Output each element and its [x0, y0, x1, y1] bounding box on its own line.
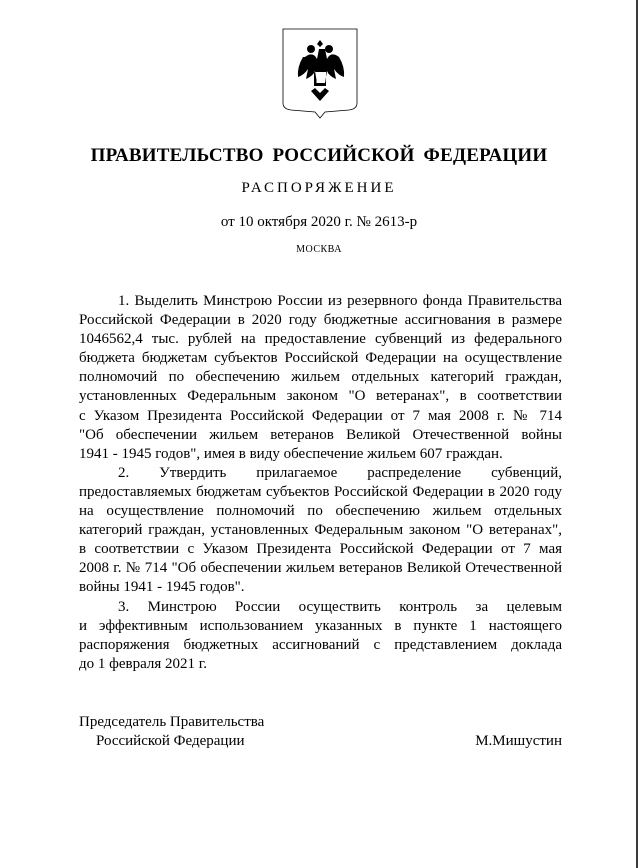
text-line: 2008 г. № 714 "Об обеспечении жильем ветеранов Великой Отечественной: [79, 560, 562, 577]
text-line: 1. Выделить Минстрою России из резервного фонда Правительства: [118, 293, 562, 309]
text-line: 1046562,4 тыс. рублей на предоставление субвенций из федерального: [79, 331, 562, 348]
text-line: предоставляемых бюджетам субъектов Российской Федерации в 2020 году: [79, 483, 562, 500]
text-line: установленных Федеральным законом "О ветеранах", в соответствии: [79, 388, 562, 405]
text-line: в соответствии с Указом Президента Российской Федерации от 7 мая: [79, 541, 562, 558]
text-line: до 1 февраля 2021 г.: [79, 655, 207, 672]
coat-of-arms-emblem: [281, 27, 359, 119]
date-and-number: от 10 октября 2020 г. № 2613-р: [220, 214, 418, 230]
text-line: полномочий по обеспечению жильем отдельных категорий граждан,: [79, 369, 562, 386]
text-line: 2. Утвердить прилагаемое распределение субвенций,: [118, 464, 562, 481]
signatory-position-line1: Председатель Правительства: [79, 714, 265, 730]
text-line: и эффективным использованием указанных в пункте 1 настоящего: [79, 617, 562, 634]
text-line: категорий граждан, установленных Федеральным законом "О ветеранах",: [79, 522, 562, 539]
text-line: "Об обеспечении жильем ветеранов Великой Отечественной войны: [79, 426, 562, 443]
text-line: на осуществление полномочий по обеспечению жильем отдельных: [79, 503, 562, 520]
issuer-title: ПРАВИТЕЛЬСТВО РОССИЙСКОЙ ФЕДЕРАЦИИ: [90, 145, 548, 166]
city: МОСКВА: [296, 244, 342, 255]
signatory-position-line2: Российской Федерации: [96, 733, 245, 749]
text-line: бюджета бюджетам субъектов Российской Федерации на осуществление: [79, 350, 562, 367]
text-line: Российской Федерации в 2020 году бюджетные ассигнования в размере: [79, 312, 562, 329]
text-line: 1941 - 1945 годов", имея в виду обеспечение жильем 607 граждан.: [79, 445, 503, 462]
signatory-name: М.Мишустин: [475, 733, 562, 749]
text-line: войны 1941 - 1945 годов".: [79, 579, 245, 596]
text-line: 3. Минстрою России осуществить контроль за целевым: [118, 598, 562, 615]
document-body: [79, 292, 562, 674]
document-type: РАСПОРЯЖЕНИЕ: [241, 180, 397, 196]
text-line: с Указом Президента Российской Федерации от 7 мая 2008 г. № 714: [79, 407, 562, 424]
text-line: распоряжения бюджетных ассигнований с представлением доклада: [79, 636, 562, 653]
